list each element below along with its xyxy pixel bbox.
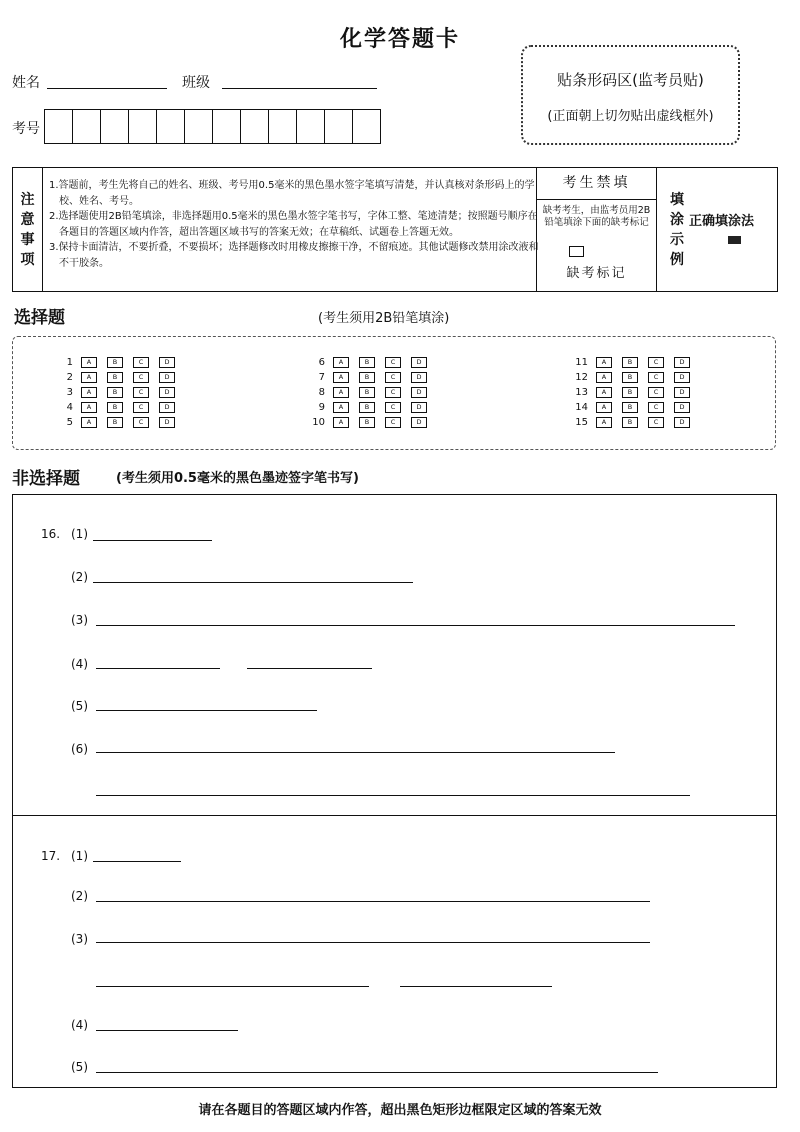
q16-answer-line[interactable] bbox=[96, 710, 317, 711]
mc-option-bubble[interactable]: C bbox=[133, 402, 149, 413]
mc-question-number: 8 bbox=[318, 386, 325, 398]
mc-option-bubble[interactable]: D bbox=[674, 372, 690, 383]
class-label: 班级 bbox=[182, 75, 210, 91]
mc-option-bubble[interactable]: B bbox=[359, 387, 375, 398]
mc-option-bubble[interactable]: D bbox=[411, 417, 427, 428]
q17-part-label: (3) bbox=[71, 932, 88, 946]
exam-number-cell[interactable] bbox=[241, 110, 269, 143]
mc-question-number: 5 bbox=[66, 416, 73, 428]
mc-option-bubble[interactable]: A bbox=[81, 402, 97, 413]
proctor-heading: 考生禁填 bbox=[537, 168, 656, 200]
note-item: 2.选择题使用2B铅笔填涂，非选择题用0.5毫米的黑色墨水签字笔书写，字体工整、笔迹清楚；按照题号顺序在各题目的答题区域内作答，超出答题区域书写的答案无效；在草稿纸、试题卷上答题无效。 bbox=[49, 211, 538, 238]
example-label: 正确填涂法 bbox=[689, 214, 755, 229]
mc-question-number: 2 bbox=[66, 371, 73, 383]
q17-answer-line[interactable] bbox=[96, 942, 650, 943]
q16-part-label: (1) bbox=[71, 527, 88, 541]
exam-number-cell[interactable] bbox=[73, 110, 101, 143]
q16-part-label: (3) bbox=[71, 613, 88, 627]
mc-option-bubble[interactable]: C bbox=[133, 417, 149, 428]
mc-option-bubble[interactable]: D bbox=[674, 417, 690, 428]
notes-panel bbox=[12, 167, 778, 292]
q16-answer-line[interactable] bbox=[96, 795, 690, 796]
exam-number-cell[interactable] bbox=[45, 110, 73, 143]
mc-option-bubble[interactable]: A bbox=[596, 372, 612, 383]
q16-number: 16. bbox=[41, 527, 61, 541]
q16-answer-line[interactable] bbox=[96, 668, 220, 669]
mc-question-number: 9 bbox=[318, 401, 325, 413]
mc-option-bubble[interactable]: D bbox=[674, 357, 690, 368]
name-field[interactable] bbox=[47, 88, 167, 89]
mc-section-note: (考生须用2B铅笔填涂) bbox=[318, 311, 450, 326]
barcode-area bbox=[521, 45, 740, 145]
absent-checkbox[interactable] bbox=[569, 246, 584, 257]
mc-question-row bbox=[53, 400, 185, 414]
mc-option-bubble[interactable]: A bbox=[81, 357, 97, 368]
mc-option-bubble[interactable]: D bbox=[159, 357, 175, 368]
mc-question-row bbox=[568, 415, 700, 429]
exam-number-grid[interactable] bbox=[44, 109, 381, 144]
mc-option-bubble[interactable]: C bbox=[133, 372, 149, 383]
q16-answer-line[interactable] bbox=[96, 752, 615, 753]
mc-option-bubble[interactable]: B bbox=[107, 402, 123, 413]
mc-option-bubble[interactable]: C bbox=[133, 387, 149, 398]
mc-question-number: 15 bbox=[575, 416, 588, 428]
notes-heading-text: 注意事项 bbox=[20, 191, 35, 268]
mc-option-bubble[interactable]: A bbox=[81, 387, 97, 398]
q16-part-label: (5) bbox=[71, 699, 88, 713]
q17-answer-line[interactable] bbox=[96, 1030, 238, 1031]
mc-option-bubble[interactable]: A bbox=[333, 357, 349, 368]
mc-option-bubble[interactable]: C bbox=[648, 402, 664, 413]
note-item: 1.答题前，考生先将自己的姓名、班级、考号用0.5毫米的黑色墨水签字笔填写清楚，并认真核对条形码上的学校、姓名、考号。 bbox=[49, 180, 535, 207]
mc-option-bubble[interactable]: D bbox=[159, 417, 175, 428]
mc-option-bubble[interactable]: B bbox=[107, 387, 123, 398]
q16-part-label: (6) bbox=[71, 742, 88, 756]
mc-option-bubble[interactable]: D bbox=[411, 372, 427, 383]
exam-number-cell[interactable] bbox=[353, 110, 381, 143]
mc-option-bubble[interactable]: C bbox=[133, 357, 149, 368]
q16-answer-line[interactable] bbox=[96, 625, 735, 626]
mc-question-row bbox=[568, 355, 700, 369]
exam-number-label: 考号 bbox=[12, 121, 40, 137]
notes-heading bbox=[13, 168, 43, 291]
mc-option-bubble[interactable]: A bbox=[596, 402, 612, 413]
mc-question-row bbox=[305, 400, 437, 414]
mc-option-bubble[interactable]: D bbox=[159, 402, 175, 413]
mc-option-bubble[interactable]: B bbox=[622, 357, 638, 368]
mc-question-number: 10 bbox=[312, 416, 325, 428]
q17-answer-line[interactable] bbox=[400, 986, 552, 987]
exam-number-cell[interactable] bbox=[213, 110, 241, 143]
proctor-note: 缺考考生，由监考员用2B铅笔填涂下面的缺考标记 bbox=[542, 205, 651, 228]
footer-note: 请在各题目的答题区域内作答，超出黑色矩形边框限定区域的答案无效 bbox=[198, 1103, 602, 1118]
mc-option-bubble[interactable]: A bbox=[333, 387, 349, 398]
mc-question-number: 7 bbox=[318, 371, 325, 383]
mc-option-bubble[interactable]: B bbox=[359, 357, 375, 368]
mc-option-bubble[interactable]: A bbox=[333, 402, 349, 413]
mc-question-number: 13 bbox=[575, 386, 588, 398]
mc-question-row bbox=[53, 415, 185, 429]
mc-answer-area bbox=[12, 336, 776, 450]
mc-option-bubble[interactable]: C bbox=[648, 387, 664, 398]
exam-number-cell[interactable] bbox=[129, 110, 157, 143]
q16-answer-line[interactable] bbox=[93, 582, 413, 583]
q17-number: 17. bbox=[41, 849, 61, 863]
mc-option-bubble[interactable]: D bbox=[674, 402, 690, 413]
mc-question-row bbox=[568, 370, 700, 384]
mc-option-bubble[interactable]: B bbox=[107, 417, 123, 428]
mc-option-bubble[interactable]: C bbox=[385, 372, 401, 383]
mc-option-bubble[interactable]: C bbox=[648, 372, 664, 383]
page-title: 化学答题卡 bbox=[339, 27, 460, 52]
filled-bubble-example bbox=[728, 236, 741, 244]
class-field[interactable] bbox=[222, 88, 377, 89]
q17-answer-line[interactable] bbox=[93, 861, 181, 862]
mc-question-number: 6 bbox=[318, 356, 325, 368]
mc-option-bubble[interactable]: D bbox=[411, 387, 427, 398]
mc-option-bubble[interactable]: D bbox=[159, 387, 175, 398]
name-label: 姓名 bbox=[12, 75, 40, 91]
mc-option-bubble[interactable]: B bbox=[622, 402, 638, 413]
mc-question-row bbox=[568, 385, 700, 399]
mc-question-row bbox=[305, 370, 437, 384]
free-section-title: 非选择题 bbox=[12, 469, 80, 489]
q17-answer-line[interactable] bbox=[96, 901, 650, 902]
mc-option-bubble[interactable]: C bbox=[385, 417, 401, 428]
notes-body bbox=[49, 178, 539, 271]
exam-number-cell[interactable] bbox=[297, 110, 325, 143]
free-section-note: (考生须用0.5毫米的黑色墨迹签字笔书写) bbox=[116, 471, 359, 486]
mc-question-row bbox=[568, 400, 700, 414]
mc-question-row bbox=[53, 385, 185, 399]
mc-option-bubble[interactable]: A bbox=[596, 417, 612, 428]
q16-answer-line[interactable] bbox=[93, 540, 212, 541]
mc-option-bubble[interactable]: B bbox=[359, 372, 375, 383]
q17-part-label: (2) bbox=[71, 889, 88, 903]
mc-option-bubble[interactable]: A bbox=[333, 372, 349, 383]
mc-option-bubble[interactable]: B bbox=[622, 372, 638, 383]
proctor-column bbox=[536, 168, 657, 291]
mc-question-row bbox=[305, 385, 437, 399]
mc-option-bubble[interactable]: C bbox=[385, 387, 401, 398]
absent-mark-label: 缺考标记 bbox=[566, 266, 627, 281]
mc-option-bubble[interactable]: C bbox=[385, 357, 401, 368]
free-answer-area bbox=[12, 494, 777, 1088]
mc-option-bubble[interactable]: D bbox=[159, 372, 175, 383]
mc-question-number: 3 bbox=[66, 386, 73, 398]
mc-option-bubble[interactable]: C bbox=[648, 417, 664, 428]
mc-question-row bbox=[305, 355, 437, 369]
mc-section-title: 选择题 bbox=[14, 308, 65, 328]
mc-question-number: 4 bbox=[66, 401, 73, 413]
mc-question-row bbox=[53, 355, 185, 369]
q17-answer-line[interactable] bbox=[96, 986, 369, 987]
mc-option-bubble[interactable]: B bbox=[622, 417, 638, 428]
question-divider bbox=[13, 815, 776, 816]
exam-number-cell[interactable] bbox=[269, 110, 297, 143]
q17-answer-line[interactable] bbox=[96, 1072, 658, 1073]
q17-part-label: (5) bbox=[71, 1060, 88, 1074]
q17-part-label: (4) bbox=[71, 1018, 88, 1032]
mc-option-bubble[interactable]: B bbox=[359, 417, 375, 428]
mc-question-number: 14 bbox=[575, 401, 588, 413]
mc-option-bubble[interactable]: D bbox=[411, 357, 427, 368]
mc-option-bubble[interactable]: C bbox=[648, 357, 664, 368]
example-heading bbox=[667, 190, 687, 270]
mc-option-bubble[interactable]: D bbox=[411, 402, 427, 413]
mc-option-bubble[interactable]: D bbox=[674, 387, 690, 398]
mc-question-number: 11 bbox=[575, 356, 588, 368]
q16-part-label: (4) bbox=[71, 657, 88, 671]
mc-option-bubble[interactable]: C bbox=[385, 402, 401, 413]
note-item: 3.保持卡面清洁，不要折叠，不要损坏；选择题修改时用橡皮擦擦干净，不留痕迹。其他试题修改禁用涂改液和不干胶条。 bbox=[49, 242, 539, 269]
exam-number-cell[interactable] bbox=[185, 110, 213, 143]
q16-answer-line[interactable] bbox=[247, 668, 372, 669]
mc-question-row bbox=[305, 415, 437, 429]
mc-option-bubble[interactable]: B bbox=[107, 357, 123, 368]
mc-option-bubble[interactable]: A bbox=[596, 387, 612, 398]
barcode-title: 贴条形码区(监考员贴) bbox=[557, 71, 704, 89]
exam-number-cell[interactable] bbox=[325, 110, 353, 143]
mc-option-bubble[interactable]: B bbox=[359, 402, 375, 413]
mc-option-bubble[interactable]: A bbox=[596, 357, 612, 368]
exam-number-cell[interactable] bbox=[101, 110, 129, 143]
example-heading-text: 填涂示例 bbox=[670, 192, 684, 268]
mc-option-bubble[interactable]: B bbox=[622, 387, 638, 398]
mc-question-number: 1 bbox=[66, 356, 73, 368]
barcode-note: (正面朝上切勿贴出虚线框外) bbox=[547, 109, 714, 124]
q17-part-label: (1) bbox=[71, 849, 88, 863]
q16-part-label: (2) bbox=[71, 570, 88, 584]
mc-question-number: 12 bbox=[575, 371, 588, 383]
mc-option-bubble[interactable]: A bbox=[81, 372, 97, 383]
mc-question-row bbox=[53, 370, 185, 384]
exam-number-cell[interactable] bbox=[157, 110, 185, 143]
mc-option-bubble[interactable]: A bbox=[81, 417, 97, 428]
mc-option-bubble[interactable]: B bbox=[107, 372, 123, 383]
mc-option-bubble[interactable]: A bbox=[333, 417, 349, 428]
